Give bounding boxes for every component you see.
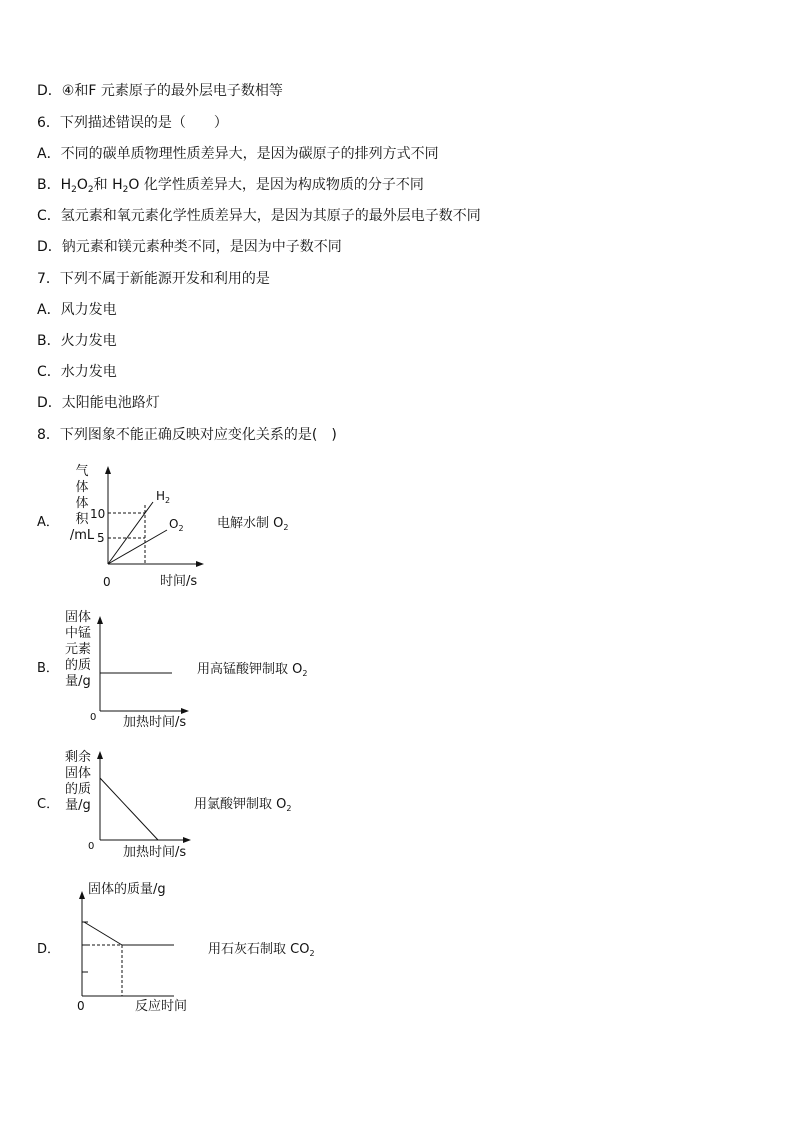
question-7-stem: 7．下列不属于新能源开发和利用的是 [37,271,270,287]
graph-a-origin: 0 [103,575,111,589]
question-8-stem: 8．下列图象不能正确反映对应变化关系的是( ) [37,427,337,443]
graph-d-caption: 用石灰石制取 $CO_2$ [208,942,315,958]
q8-option-c-label: C． [37,797,60,812]
graph-a-ytick-10: 10 [90,507,106,521]
graph-a-series-h2: $H_2$ [156,489,171,505]
option-6-context-d: D．④和F 元素原子的最外层电子数相等 [37,83,283,99]
q7-option-b: B．火力发电 [37,333,117,349]
graph-b-origin: 0 [90,712,97,723]
q6-option-c: C．氢元素和氧元素化学性质差异大，是因为其原子的最外层电子数不同 [37,208,481,224]
q7-option-a: A．风力发电 [37,302,117,318]
graph-c-ylabel: 剩余 固体 的质 量/g [64,750,91,813]
graph-a-series-o2: $O_2$ [169,517,184,533]
q6-option-d: D．钠元素和镁元素种类不同，是因为中子数不同 [37,239,342,255]
q6-option-b: B．$H_2O_2$和 $H_2O$ 化学性质差异大，是因为构成物质的分子不同 [37,177,424,195]
graph-c-xlabel: 加热时间/s [123,845,187,860]
graph-a-ylabel: 气 体 体 积 /mL [69,464,95,543]
graph-b-caption: 用高锰酸钾制取 $O_2$ [197,662,308,678]
q8-option-b-label: B． [37,661,59,676]
graph-c-origin: 0 [88,841,95,852]
graph-d-xlabel: 反应时间 [135,999,188,1014]
graph-a-xlabel: 时间/s [160,574,198,589]
q8-option-d-label: D． [37,942,61,957]
q8-option-a-label: A． [37,515,59,530]
graph-a-caption: 电解水制 $O_2$ [217,516,289,532]
graph-a-ytick-5: 5 [97,531,105,545]
graph-b-ylabel: 固体 中锰 元素 的质 量/g [64,610,91,689]
q7-option-c: C．水力发电 [37,364,117,380]
graph-b-xlabel: 加热时间/s [123,715,187,730]
q7-option-d: D．太阳能电池路灯 [37,395,160,411]
graph-d-ylabel: 固体的质量/g [88,882,166,897]
question-6-stem: 6．下列描述错误的是（ ） [37,115,228,131]
q6-option-a: A．不同的碳单质物理性质差异大，是因为碳原子的排列方式不同 [37,146,439,162]
graph-c-caption: 用氯酸钾制取 $O_2$ [194,797,292,813]
graph-d-origin: 0 [77,999,85,1013]
